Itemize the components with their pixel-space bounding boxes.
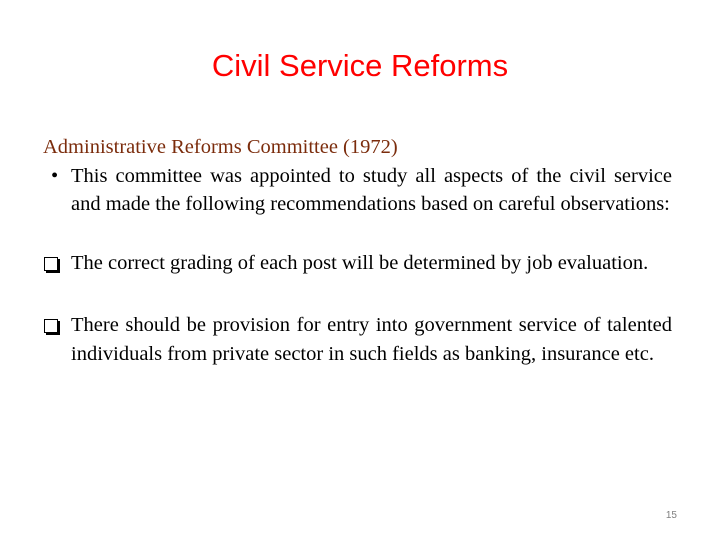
intro-text: This committee was appointed to study all aspects of the civil service and made the following recommendations based on careful observations: [71,164,672,215]
page-number: 15 [665,510,677,521]
recommendation-text: The correct grading of each post will be determined by job evaluation. [71,251,649,274]
intro-bullet [43,162,672,219]
recommendation-item [43,249,672,278]
checkbox-marker [43,249,71,280]
spacer [43,277,672,311]
checkbox-icon [44,319,58,333]
bullet-marker: • [51,164,59,187]
section-heading: Administrative Reforms Committee (1972) [43,136,398,158]
recommendation-text: There should be provision for entry into government service of talented individuals from private sector in such fields as banking, insurance etc. [71,314,672,365]
slide-title: Civil Service Reforms [211,48,509,83]
checkbox-icon [44,257,58,271]
slide-content [43,133,672,368]
spacer [43,219,672,249]
recommendation-item [43,311,672,368]
checkbox-marker [43,311,71,342]
